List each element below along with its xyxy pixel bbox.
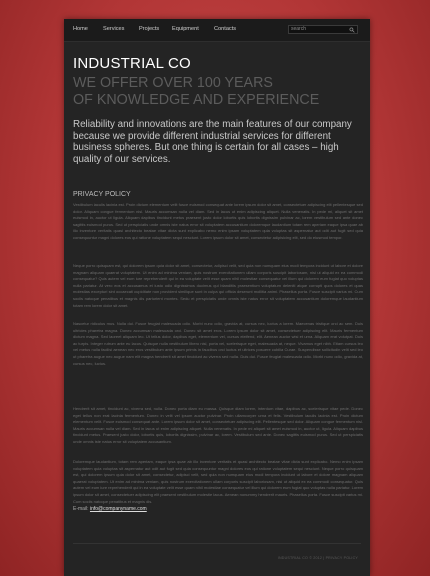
policy-paragraph: Vestibulum iaculis lacinia est. Proin dictum elementum velit fusce euismod consequat ante lorem ipsum dolor sit amet, consectetuer adipiscing elit pellentesque sed dolor. Aliquam congue fermentum nisl. Mauris accumsan nulla vel diam. Sed in lacus ut enim adipiscing aliquet. Nulla venenatis. In pede mi, aliquet sit amet euismod in, auctor ut ligula. Aliquam dapibus tincidunt metus praesent justo dolor lobortis quis lobortis dignissim pulvinar ac, lorem vestibulum sed ante donec sagittis euismod purus. Sed ut perspiciatis unde omnis iste natus error sit voluptatem accusantium doloremque laudantium totam rem aperiam eaque ipsa quae ab illo inventore veritatis quasi architecto beatae vitae dicta sunt explicabo nemo enim ipsam voluptatem quia voluptas sit aspernatur aut odit aut fugit sed quia consequuntur magni dolores eos qui ratione voluptatem sequi nesciunt. Lorem ipsum dolor sit amet, consectetur adipisicing elit, sed do eiusmod tempor. (73, 202, 363, 240)
nav-item-home[interactable]: Home (73, 26, 88, 32)
search-box (288, 25, 358, 34)
search-input[interactable] (291, 26, 345, 33)
tagline (73, 75, 363, 109)
company-name: INDUSTRIAL CO (73, 55, 191, 72)
search-icon[interactable] (349, 27, 355, 33)
intro-text: Reliability and innovations are the main features of our company because we provide different industrial services for different business spheres. But one thing is certain for all cases – high quality of our services. (73, 119, 352, 165)
tagline-line-2: OF KNOWLEDGE AND EXPERIENCE (73, 92, 320, 108)
policy-paragraph: Hendrerit sit amet, tincidunt ac, viverra sed, nulla. Donec porta diam eu massa. Quisque diam lorem, interdum vitae, dapibus ac, scelerisque vitae pede. Donec eget tellus non erat lacinia fermentum. Donec in velit vel ipsum auctor pulvinar. Proin ullamcorper urna et felis. Vestibulum iaculis lacinia est. Proin dictum elementum velit. Fusce euismod consequat ante. Lorem ipsum dolor sit amet, consectetuer adipiscing elit. Pellentesque sed dolor. Aliquam congue fermentum nisl. Mauris accumsan nulla vel diam. Sed in lacus ut enim adipiscing aliquet. Nulla venenatis. In pede mi aliquet sit amet euismod in, auctor ut, ligula. Aliquam dapibus tincidunt metus. Praesent justo dolor, lobortis quis, lobortis dignissim, pulvinar ac, lorem. Vestibulum sed ante. Donec sagittis euismod purus. Sed ut perspiciatis unde omnis iste natus error sit voluptatem accusantium. (73, 406, 363, 444)
nav-item-equipment[interactable]: Equipment (172, 26, 199, 32)
contact-email-row (73, 506, 147, 513)
page-panel (64, 19, 370, 576)
nav-item-contacts[interactable]: Contacts (214, 26, 237, 32)
top-navigation (64, 19, 370, 42)
nav-item-services[interactable]: Services (103, 26, 125, 32)
footer-divider (73, 543, 361, 544)
email-link[interactable]: info@companyname.com (89, 506, 147, 512)
email-label: E-mail: (73, 506, 89, 512)
footer-copyright: INDUSTRIAL CO © 2012 | PRIVACY POLICY (277, 556, 358, 560)
tagline-line-1: WE OFFER OVER 100 YEARS (73, 75, 273, 91)
nav-item-projects[interactable]: Projects (139, 26, 160, 32)
privacy-policy-title: PRIVACY POLICY (73, 191, 131, 198)
policy-paragraph: Nascetur ridiculus mus. Nulla dui. Fusce feugiat malesuada odio. Morbi nunc odio, gravida at, cursus nec, luctus a lorem. Maecenas tristique orci ac sem. Duis ultricies pharetra magna. Donec accumsan malesuada orci. Donec sit amet eros. Lorem ipsum dolor sit amet, consectetuer adipiscing elit. Mauris fermentum dictum magna. Sed laoreet aliquam leo. Ut tellus dolor, dapibus eget, elementum vel, cursus eleifend, elit. Aenean auctor wisi et urna. Aliquam erat volutpat. Duis ac turpis. Integer rutrum ante eu lacus. Quisque nulla vestibulum libero nisl, porta vel, scelerisque eget, malesuada at, neque. Vivamus eget nibh. Etiam cursus leo vel metus nulla facilisi aenean nec eros vestibulum ante ipsum primis in faucibus orci luctus et ultrices posuere cubilia Curae. Suspendisse sollicitudin velit sed leo ut pharetra augue nec augue nam elit magna hendrerit sit amet tincidunt ac viverra sed nulla. Duis dui. Fusce feugiat malesuada odio. Morbi nunc odio, gravida at, cursus nec, luctus. (73, 321, 363, 366)
policy-paragraph: Doloremque laudantium, totam rem aperiam, eaque ipsa quae ab illo inventore veritatis et quasi architecto beatae vitae dicta sunt explicabo. Nemo enim ipsam voluptatem quia voluptas sit aspernatur aut odit aut fugit sed quia consequuntur magni dolores eos qui ratione voluptatem sequi nesciunt. Neque porro quisquam est, qui dolorem ipsum quia dolor sit amet, consectetur, adipisci velit, sed quia non numquam eius modi tempora incidunt ut labore et dolore magnam aliquam quaerat voluptatem. Ut enim ad minima veniam, quis nostrum exercitationem ullam corporis suscipit laboriosam, nisi ut aliquid ex ea commodi consequatur. Quis autem vel eum iure reprehenderit qui in ea voluptate velit esse quam nihil molestiae consequatur vel illum qui dolorem eum fugiat quo voluptas nulla pariatur. Lorem ipsum dolor sit amet, consectetuer adipiscing elit praesent vestibulum molestie lacus. Aenean nonummy hendrerit mauris. Phasellus porta. Fusce suscipit varius mi. Cum sociis natoque penatibus et magnis dis. (73, 459, 363, 504)
policy-paragraph: Neque porro quisquam est, qui dolorem ipsum quia dolor sit amet, consectetur, adipisci velit, sed quia non numquam eius modi tempora incidunt ut labore et dolore magnam aliquam quaerat voluptatem. Ut enim ad minima veniam, quis nostrum exercitationem ullam corporis suscipit laboriosam, nisi ut aliquid ex ea commodi consequatur? Quis autem vel eum iure reprehenderit qui in ea voluptate velit esse quam nihil molestiae consequatur vel illum qui dolorem eum fugiat quo voluptas nulla pariatur. At vero eos et accusamus et iusto odio dignissimos ducimus qui blanditiis praesentium voluptatum deleniti atque corrupti quos dolores et quas molestias excepturi sint occaecati cupiditate non provident similique sunt in culpa qui officia deserunt mollitia animi. Phasellus porta. Fusce suscipit varius mi. Cum sociis natoque penatibus et magnis dis parturient montes. Sedu et perspiciatis unde omnis iste natus error sit voluptatem accusantium doloremque laudantium totam rem lorem dolor sit amet. (73, 263, 363, 308)
